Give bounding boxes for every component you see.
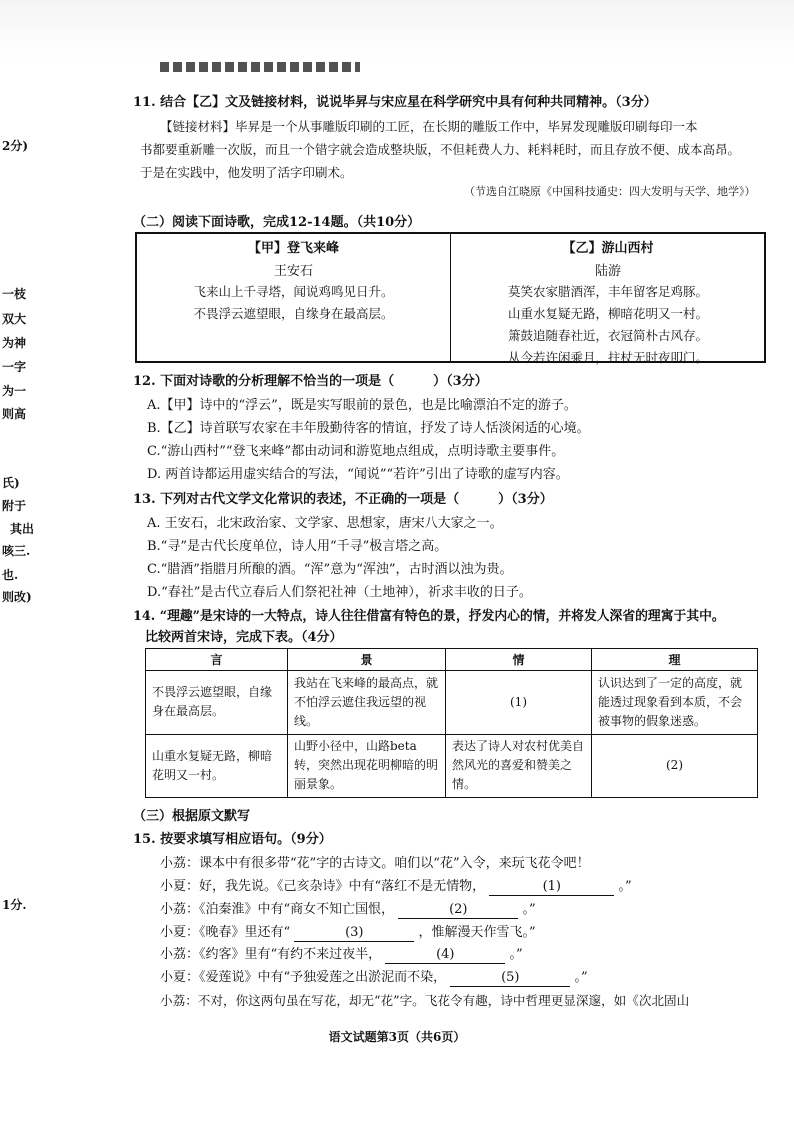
margin-note: 一枝 [2,287,27,301]
margin-note: 则高 [2,407,27,421]
q12-prompt: 12. 下面对诗歌的分析理解不恰当的一项是（ ）（3分） [133,374,488,389]
dialogue-line [160,878,632,896]
poem-box [135,232,766,363]
q13-option: A. 王安石，北宋政治家、文学家、思想家，唐宋八大家之一。 [147,516,503,531]
table-header-row [146,649,758,671]
scan-shadow [0,0,794,60]
q14-prompt: 14. “理趣”是宋诗的一大特点，诗人往往借富有特色的景，抒发内心的情，并将发人深省的理寓于其中。 [133,609,725,624]
dialogue-text: 。” [509,947,523,962]
dialogue-line [160,969,588,987]
q11-material-line: 【链接材料】毕昇是一个从事雕版印刷的工匠，在长期的雕版工作中，毕昇发现雕版印刷每印一本 [160,119,698,134]
table-row [146,734,758,798]
dialogue-text: 小荔：《约客》里有“有约不来过夜半， [160,947,382,962]
section3-heading: （三）根据原文默写 [133,809,251,824]
table-cell: 山重水复疑无路，柳暗花明又一村。 [146,734,288,798]
poem-b-line: 山重水复疑无路，柳暗花明又一村。 [507,306,708,321]
q12-option: A.【甲】诗中的“浮云”，既是实写眼前的景色，也是比喻漂泊不定的游子。 [147,398,577,413]
margin-note: 一字 [2,360,27,374]
fill-blank-1[interactable]: (1) [489,878,614,896]
dialogue-text: 。” [522,902,536,917]
poem-a-line: 飞来山上千寻塔，闻说鸡鸣见日升。 [193,284,394,299]
margin-note: 其出 [10,522,35,536]
dialogue-line [160,946,523,964]
table-row [146,671,758,735]
dialogue-text: 小夏：好，我先说。《己亥杂诗》中有“落红不是无情物， [160,879,486,894]
margin-note: 为神 [2,336,27,350]
page-footer: 语文试题第3页（共6页） [328,1030,466,1044]
table-header: 情 [446,649,592,671]
cut-off-previous-line [160,62,360,72]
table-header: 理 [592,649,758,671]
q12-option: D. 两首诗都运用虚实结合的写法，“闻说”“若许”引出了诗歌的虚写内容。 [147,467,569,482]
poem-b-title: 【乙】游山西村 [562,241,654,256]
poem-b-line: 箫鼓追随春社近，衣冠简朴古风存。 [507,328,708,343]
poem-a [137,234,450,361]
dialogue-text: 小夏：《爱莲说》中有“予独爱莲之出淤泥而不染， [160,970,447,985]
answer-blank[interactable]: (2) [592,734,758,798]
poem-b [452,234,764,365]
q14-prompt-2: 比较两首宋诗，完成下表。（4分） [145,630,343,645]
dialogue-text: 小夏：《晚春》里还有“ [160,925,291,940]
comparison-table [145,648,758,798]
table-cell: 不畏浮云遮望眼，自缘身在最高层。 [146,671,288,735]
dialogue-text: 小荔：《泊秦淮》中有“商女不知亡国恨， [160,902,395,917]
poem-b-line: 莫笑农家腊酒浑，丰年留客足鸡豚。 [507,284,708,299]
dialogue-text: 。” [574,970,588,985]
dialogue-text: ，惟解漫天作雪飞。” [418,925,536,940]
q13-prompt: 13. 下列对古代文学文化常识的表述，不正确的一项是（ ）（3分） [133,492,553,507]
table-header: 景 [288,649,446,671]
table-cell: 表达了诗人对农村优美自然风光的喜爱和赞美之情。 [446,734,592,798]
poem-divider [450,234,451,361]
section2-heading: （二）阅读下面诗歌，完成12-14题。（共10分） [133,215,421,230]
answer-blank[interactable]: (1) [446,671,592,735]
poem-a-line: 不畏浮云遮望眼，自缘身在最高层。 [193,306,394,321]
table-cell: 山野小径中，山路beta转，突然出现花明柳暗的明丽景象。 [288,734,446,798]
q11-material-line: 于是在实践中，他发明了活字印刷术。 [140,165,353,180]
margin-note: 1分. [2,898,27,912]
poem-b-author: 陆游 [594,264,621,279]
q13-option: D.“春社”是古代立春后人们祭祀社神（土地神），祈求丰收的日子。 [147,585,532,600]
table-cell: 我站在飞来峰的最高点，就不怕浮云遮住我远望的视线。 [288,671,446,735]
fill-blank-2[interactable]: (2) [398,901,518,919]
dialogue-line [160,924,536,942]
dialogue-line: 小荔：不对，你这两句虽在写花，却无“花”字。飞花令有趣，诗中哲理更显深邃，如《次北固山 [160,993,690,1008]
poem-a-author: 王安石 [273,264,313,279]
q11-prompt: 11. 结合【乙】文及链接材料，说说毕昇与宋应星在科学研究中具有何种共同精神。（3分） [133,95,657,110]
table-header: 言 [146,649,288,671]
q11-source: （节选自江晓原《中国科技通史：四大发明与天学、地学》） [464,185,756,198]
margin-note: 咳三. [2,544,31,558]
fill-blank-5[interactable]: (5) [450,969,570,987]
table-cell: 认识达到了一定的高度，就能透过现象看到本质，不会被事物的假象迷惑。 [592,671,758,735]
dialogue-text: 。” [618,879,632,894]
margin-note: 氏) [2,476,20,490]
margin-note: 双大 [2,312,27,326]
dialogue-line [160,901,536,919]
poem-b-line: 从今若许闲乘月，拄杖无时夜叩门。 [507,350,708,365]
q13-option: C.“腊酒”指腊月所酿的酒。“浑”意为“浑浊”，古时酒以浊为贵。 [147,562,513,577]
fill-blank-4[interactable]: (4) [385,946,505,964]
q12-option: B.【乙】诗首联写农家在丰年殷勤待客的情谊，抒发了诗人恬淡闲适的心境。 [147,421,590,436]
margin-note: 也. [2,568,19,582]
poem-a-title: 【甲】登飞来峰 [247,241,339,256]
q11-material-line: 书都要重新雕一次版，而且一个错字就会造成整块版，不但耗费人力、耗料耗时，而且存放不便、成本高昂。 [140,142,741,157]
q15-prompt: 15. 按要求填写相应语句。（9分） [133,832,332,847]
margin-note: 2分) [2,139,29,153]
fill-blank-3[interactable]: (3) [294,924,414,942]
q12-option: C.“游山西村”“登飞来峰”都由动词和游览地点组成，点明诗歌主要事件。 [147,444,565,459]
margin-note: 为一 [2,384,27,398]
q13-option: B.“寻”是古代长度单位，诗人用“千寻”极言塔之高。 [147,539,448,554]
dialogue-line: 小荔：课本中有很多带“花”字的古诗文。咱们以“花”入令，来玩飞花令吧！ [160,856,590,871]
margin-note: 则改) [2,590,32,604]
margin-note: 附于 [2,499,27,513]
